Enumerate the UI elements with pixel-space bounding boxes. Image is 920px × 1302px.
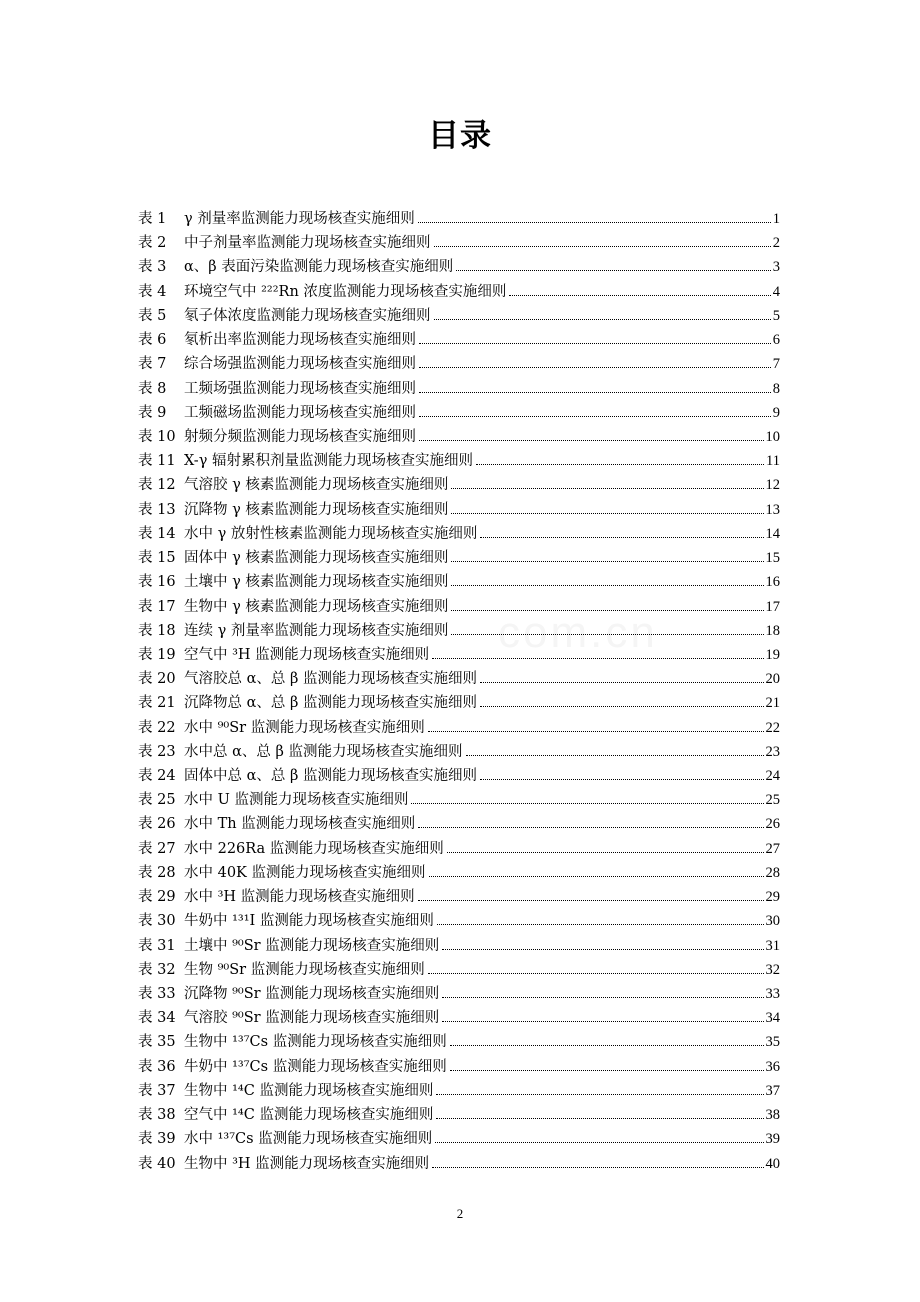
toc-entry-title: 生物中 ¹⁴C 监测能力现场核查实施细则 [184,1082,434,1099]
toc-entry-title: 空气中 ¹⁴C 监测能力现场核查实施细则 [184,1107,434,1124]
toc-entry-page: 35 [765,1034,780,1051]
toc-entry-number: 表 1 [138,211,167,227]
toc-entry-page: 31 [765,937,780,954]
toc-dot-leader [442,997,763,998]
toc-entry-label [138,425,416,449]
toc-entry-title: 氡子体浓度监测能力现场核查实施细则 [184,307,431,324]
page-title: 目录 [428,118,492,154]
toc-entry-title: 射频分频监测能力现场核查实施细则 [184,428,416,445]
toc-entry-label [138,812,415,836]
toc-entry-page: 18 [765,622,780,639]
toc-entry-title: 土壤中 ⁹⁰Sr 监测能力现场核查实施细则 [184,937,440,954]
toc-dot-leader [451,488,763,489]
toc-entry-title: 水中 226Ra 监测能力现场核查实施细则 [184,840,444,857]
toc-entry-page: 2 [772,235,780,252]
toc-entry-label [138,909,434,933]
toc-entry-number: 表 9 [138,404,167,421]
toc-entry-label [138,352,416,376]
toc-entry-title: 生物中 ¹³⁷Cs 监测能力现场核查实施细则 [184,1034,447,1051]
toc-dot-leader [434,319,771,320]
toc-entry[interactable] [138,740,780,764]
toc-entry-title: 水中 ³H 监测能力现场核查实施细则 [184,889,415,906]
toc-entry-label [138,619,448,643]
toc-entry-title: 水中 40K 监测能力现场核查实施细则 [184,864,426,881]
toc-entry-page: 6 [772,332,780,349]
toc-entry-title: 水中 γ 放射性核素监测能力现场核查实施细则 [184,525,478,542]
toc-entry-page: 5 [772,307,780,324]
toc-entry-label [138,958,425,982]
toc-entry-page: 9 [772,404,780,421]
toc-dot-leader [480,537,763,538]
toc-entry-number: 表 12 [138,477,176,494]
toc-entry-title: 沉降物 γ 核素监测能力现场核查实施细则 [184,501,449,518]
toc-dot-leader [451,634,763,635]
toc-dot-leader [434,246,771,247]
toc-entry-page: 39 [765,1131,780,1148]
toc-entry-label [138,280,506,304]
toc-entry-page: 40 [765,1155,780,1172]
toc-entry-page: 36 [765,1058,780,1075]
toc-entry-page: 37 [765,1082,780,1099]
toc-entry[interactable] [138,570,780,594]
toc-entry-number: 表 33 [138,986,176,1002]
toc-entry-page: 32 [765,961,780,978]
toc-dot-leader [480,706,763,707]
toc-dot-leader [450,1070,764,1071]
toc-entry[interactable] [138,449,780,473]
toc-entry-page: 33 [765,986,780,1002]
toc-entry[interactable] [138,716,780,740]
toc-entry[interactable] [138,595,780,619]
toc-entry-number: 表 14 [138,525,176,542]
toc-entry-title: 工频磁场监测能力现场核查实施细则 [184,404,416,421]
toc-dot-leader [411,803,763,804]
toc-entry-page: 22 [765,719,780,736]
toc-dot-leader [429,876,764,877]
toc-entry-title: 环境空气中 ²²²Rn 浓度监测能力现场核查实施细则 [184,283,507,300]
toc-entry-label [138,1079,433,1103]
toc-entry-page: 10 [765,428,780,445]
toc-entry[interactable] [138,352,780,376]
toc-dot-leader [456,270,770,271]
toc-entry-number: 表 27 [138,840,176,857]
toc-dot-leader [436,1094,763,1095]
toc-entry-label [138,1030,447,1054]
toc-entry-number: 表 5 [138,307,167,324]
toc-entry-number: 表 34 [138,1010,176,1027]
table-of-contents [138,207,780,1176]
toc-entry-label [138,546,448,570]
toc-entry-page: 7 [772,356,780,373]
toc-entry-number: 表 10 [138,428,176,445]
toc-entry-number: 表 22 [138,719,176,736]
toc-entry-title: 工频场强监测能力现场核查实施细则 [184,380,416,397]
toc-entry-number: 表 32 [138,961,176,978]
toc-dot-leader [419,343,771,344]
toc-entry-page: 14 [765,525,780,542]
toc-entry-title: 生物中 γ 核素监测能力现场核查实施细则 [184,598,449,615]
toc-entry-page: 38 [765,1107,780,1124]
toc-entry-page: 1 [772,211,780,227]
toc-entry-label [138,716,425,740]
toc-entry-label [138,643,429,667]
toc-entry[interactable] [138,1030,780,1054]
toc-entry-title: 气溶胶 γ 核素监测能力现场核查实施细则 [184,477,449,494]
toc-entry-number: 表 15 [138,550,176,567]
toc-dot-leader [432,658,763,659]
toc-entry-label [138,837,444,861]
toc-entry-title: 沉降物 ⁹⁰Sr 监测能力现场核查实施细则 [184,986,440,1002]
toc-entry-label [138,788,408,812]
toc-entry[interactable] [138,425,780,449]
toc-dot-leader [450,1045,764,1046]
toc-entry-label [138,595,448,619]
toc-entry[interactable] [138,691,780,715]
toc-entry-page: 30 [765,913,780,930]
toc-entry-number: 表 20 [138,671,176,688]
toc-entry-label [138,473,448,497]
toc-dot-leader [480,682,763,683]
toc-entry-number: 表 11 [138,453,176,470]
toc-entry[interactable] [138,812,780,836]
toc-entry-title: 生物 ⁹⁰Sr 监测能力现场核查实施细则 [184,961,425,978]
toc-entry-number: 表 40 [138,1155,176,1172]
toc-entry-title: 固体中总 α、总 β 监测能力现场核查实施细则 [184,768,478,785]
toc-entry[interactable] [138,522,780,546]
toc-dot-leader [476,464,764,465]
toc-entry[interactable] [138,643,780,667]
toc-entry-title: 水中总 α、总 β 监测能力现场核查实施细则 [184,743,463,760]
toc-entry-number: 表 28 [138,864,176,881]
toc-entry-title: 气溶胶 ⁹⁰Sr 监测能力现场核查实施细则 [184,1010,440,1027]
toc-entry-label [138,207,415,231]
toc-entry-number: 表 16 [138,574,176,591]
toc-entry[interactable] [138,1079,780,1103]
toc-entry[interactable] [138,546,780,570]
toc-dot-leader [480,779,763,780]
toc-entry-label [138,1103,433,1127]
toc-dot-leader [435,1142,763,1143]
toc-entry-label [138,934,439,958]
toc-entry-number: 表 38 [138,1107,176,1124]
toc-entry-page: 21 [765,695,780,712]
toc-dot-leader [447,852,764,853]
toc-entry-number: 表 19 [138,646,176,663]
toc-dot-leader [451,610,763,611]
toc-entry-label [138,570,448,594]
toc-entry-number: 表 4 [138,283,167,300]
toc-dot-leader [428,731,764,732]
toc-dot-leader [418,900,764,901]
toc-entry-title: 生物中 ³H 监测能力现场核查实施细则 [184,1155,430,1172]
toc-entry-title: 牛奶中 ¹³¹I 监测能力现场核查实施细则 [184,913,434,930]
toc-entry-number: 表 3 [138,259,167,276]
toc-dot-leader [451,561,763,562]
toc-entry-number: 表 36 [138,1058,176,1075]
toc-entry-page: 12 [765,477,780,494]
toc-entry-title: 连续 γ 剂量率监测能力现场核查实施细则 [184,622,449,639]
toc-entry[interactable] [138,401,780,425]
toc-entry[interactable] [138,619,780,643]
toc-dot-leader [428,973,764,974]
toc-entry-title: 水中 ⁹⁰Sr 监测能力现场核查实施细则 [184,719,425,736]
toc-entry[interactable] [138,1152,780,1176]
toc-entry-number: 表 17 [138,598,176,615]
toc-entry[interactable] [138,328,780,352]
toc-entry[interactable] [138,231,780,255]
toc-entry[interactable] [138,909,780,933]
toc-entry-number: 表 8 [138,380,167,397]
toc-entry-number: 表 6 [138,332,167,349]
toc-entry-page: 8 [772,380,780,397]
toc-entry-title: 中子剂量率监测能力现场核查实施细则 [184,235,431,252]
toc-entry[interactable] [138,280,780,304]
toc-entry[interactable] [138,667,780,691]
toc-entry-title: 氡析出率监测能力现场核查实施细则 [184,332,416,349]
toc-entry[interactable] [138,1006,780,1030]
toc-dot-leader [466,755,764,756]
toc-entry-title: 综合场强监测能力现场核查实施细则 [184,356,416,373]
toc-entry-title: 沉降物总 α、总 β 监测能力现场核查实施细则 [184,695,478,712]
toc-entry-label [138,449,473,473]
toc-entry[interactable] [138,885,780,909]
toc-entry-number: 表 25 [138,792,176,809]
toc-entry[interactable] [138,255,780,279]
toc-entry[interactable] [138,958,780,982]
toc-entry[interactable] [138,837,780,861]
toc-entry-page: 4 [772,283,780,300]
toc-entry-label [138,691,477,715]
toc-entry-page: 16 [765,574,780,591]
toc-entry-page: 20 [765,671,780,688]
toc-entry-page: 25 [765,792,780,809]
toc-entry-label [138,1006,439,1030]
toc-entry[interactable] [138,1055,780,1079]
toc-dot-leader [451,585,763,586]
toc-entry-number: 表 35 [138,1034,176,1051]
toc-entry[interactable] [138,788,780,812]
toc-entry-number: 表 18 [138,622,176,639]
toc-entry[interactable] [138,377,780,401]
toc-entry-number: 表 29 [138,889,176,906]
toc-entry-label [138,1055,447,1079]
toc-entry-title: γ 剂量率监测能力现场核查实施细则 [184,211,415,227]
toc-entry-title: α、β 表面污染监测能力现场核查实施细则 [184,259,454,276]
toc-dot-leader [509,295,770,296]
toc-entry[interactable] [138,1103,780,1127]
toc-dot-leader [451,513,763,514]
toc-dot-leader [442,1021,763,1022]
toc-dot-leader [419,392,771,393]
toc-entry-number: 表 26 [138,816,176,833]
toc-entry-label [138,982,439,1006]
toc-entry-label [138,255,453,279]
toc-entry-label [138,740,463,764]
toc-entry-page: 13 [765,501,780,518]
toc-entry-page: 23 [765,743,780,760]
toc-entry-page: 15 [765,550,780,567]
toc-dot-leader [419,440,764,441]
toc-entry[interactable] [138,304,780,328]
toc-entry-label [138,401,416,425]
toc-dot-leader [419,367,771,368]
toc-entry[interactable] [138,1127,780,1151]
toc-entry[interactable] [138,498,780,522]
toc-entry-title: X-γ 辐射累积剂量监测能力现场核查实施细则 [184,453,473,470]
toc-entry-number: 表 21 [138,695,176,712]
toc-entry-number: 表 23 [138,743,176,760]
toc-entry-number: 表 37 [138,1082,176,1099]
toc-entry-page: 26 [765,816,780,833]
toc-entry-label [138,498,448,522]
toc-entry-label [138,1127,432,1151]
toc-entry-title: 土壤中 γ 核素监测能力现场核查实施细则 [184,574,449,591]
toc-entry[interactable] [138,982,780,1006]
toc-entry-page: 24 [765,768,780,785]
toc-entry-title: 水中 ¹³⁷Cs 监测能力现场核查实施细则 [184,1131,433,1148]
toc-entry-label [138,304,431,328]
toc-entry-page: 34 [765,1010,780,1027]
toc-entry-page: 29 [765,889,780,906]
toc-entry-page: 28 [765,864,780,881]
toc-entry-label [138,231,431,255]
toc-entry-title: 水中 U 监测能力现场核查实施细则 [184,792,409,809]
toc-entry[interactable] [138,207,780,231]
toc-entry-page: 11 [766,453,780,470]
toc-entry-label [138,861,426,885]
toc-entry-label [138,764,477,788]
toc-entry[interactable] [138,861,780,885]
toc-entry-number: 表 13 [138,501,176,518]
toc-entry-page: 3 [772,259,780,276]
toc-entry-page: 17 [765,598,780,615]
toc-dot-leader [437,924,764,925]
toc-dot-leader [419,416,771,417]
toc-entry-label [138,1152,429,1176]
toc-entry-number: 表 7 [138,356,167,373]
toc-entry-label [138,328,416,352]
toc-entry-label [138,667,477,691]
toc-entry-label [138,885,415,909]
toc-dot-leader [418,827,763,828]
footer-page-number: 2 [456,1206,464,1221]
toc-entry-title: 固体中 γ 核素监测能力现场核查实施细则 [184,550,449,567]
toc-entry-number: 表 39 [138,1131,176,1148]
toc-dot-leader [436,1118,763,1119]
toc-entry-title: 水中 Th 监测能力现场核查实施细则 [184,816,416,833]
toc-entry-label [138,522,477,546]
toc-entry-number: 表 31 [138,937,176,954]
toc-entry-page: 27 [765,840,780,857]
toc-entry[interactable] [138,764,780,788]
toc-entry-label [138,377,416,401]
toc-entry-title: 空气中 ³H 监测能力现场核查实施细则 [184,646,430,663]
watermark: com.cn [498,608,658,657]
toc-dot-leader [418,222,771,223]
toc-entry-number: 表 24 [138,768,176,785]
toc-dot-leader [432,1167,763,1168]
toc-entry-number: 表 30 [138,913,176,930]
toc-entry[interactable] [138,934,780,958]
toc-entry-title: 牛奶中 ¹³⁷Cs 监测能力现场核查实施细则 [184,1058,447,1075]
toc-dot-leader [442,949,763,950]
toc-entry-page: 19 [765,646,780,663]
toc-entry[interactable] [138,473,780,497]
toc-entry-title: 气溶胶总 α、总 β 监测能力现场核查实施细则 [184,671,478,688]
toc-entry-number: 表 2 [138,235,167,252]
